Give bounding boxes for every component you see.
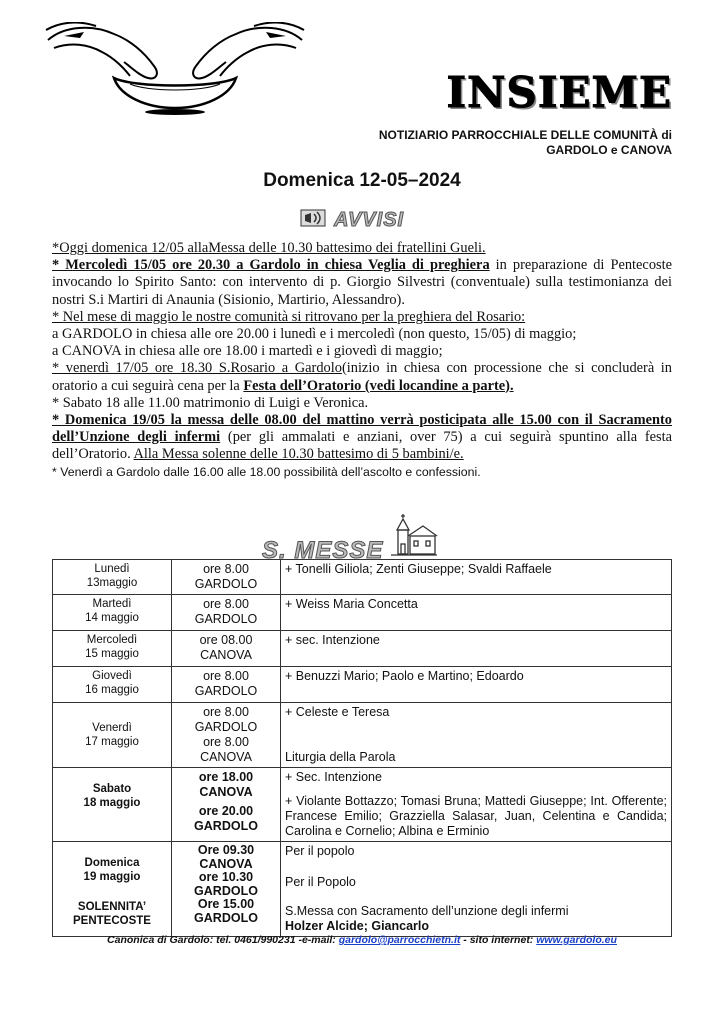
day-date: 17 maggio [85,736,139,748]
table-row [53,560,672,595]
table-row [53,768,672,842]
mass-intention: Per il popolo [285,844,355,858]
newsletter-subtitle: NOTIZIARIO PARROCCHIALE DELLE COMUNITÀ di [378,128,672,142]
mass-place: GARDOLO [194,910,258,925]
email-link[interactable]: gardolo@parrocchietn.it [338,934,461,946]
church-icon [389,514,439,563]
mass-place: CANOVA [199,785,253,799]
mass-intention: Per il Popolo [285,875,356,889]
mass-time: ore 18.00 [198,770,254,784]
day-date: 18 maggio [83,797,141,809]
notice-confessions: * Venerdì a Gardolo dalle 16.00 alle 18.00 possibilità dell’ascolto e confessioni. [52,464,481,479]
messe-heading-label: S. MESSE [262,537,384,564]
day-name: Martedì [92,598,132,610]
mass-place: CANOVA [199,856,253,871]
mass-intention: + Weiss Maria Concetta [285,597,418,611]
day-date: 15 maggio [85,648,139,660]
megaphone-icon [300,208,326,233]
avvisi-heading-label: AVVISI [334,209,405,231]
mass-time: ore 8.00 [203,562,249,576]
table-row [53,595,672,631]
issue-date: Domenica 12-05–2024 [263,170,461,191]
mass-intention: + Violante Bottazzo; Tomasi Bruna; Mattedi Giuseppe; Int. Offerente; Francese Emilio; Grazziella Salasar, Juan, Celentina e Candida; Carolina e Cornelio; Albina e Erminio [285,794,667,838]
mass-place: GARDOLO [194,684,258,698]
day-name: Domenica [84,857,140,869]
feast-name: SOLENNITA’ [77,901,147,913]
table-row [53,703,672,768]
avvisi-heading [300,208,404,233]
mass-time: Ore 15.00 [197,897,255,911]
mass-time: ore 8.00 [203,705,249,719]
day-name: Lunedì [94,563,130,575]
mass-place: GARDOLO [194,883,258,898]
day-date: 19 maggio [83,871,141,883]
notice-rosary-canova: a CANOVA in chiesa alle ore 18.00 i martedì e i giovedì di maggio; [52,343,443,360]
footer-phone: Canonica di Gardolo: tel. 0461/990231 -e-mail: [107,934,339,946]
notices-list [52,240,672,481]
mass-time: ore 08.00 [199,633,253,647]
day-name: Venerdì [92,722,132,734]
mass-time: ore 8.00 [203,597,249,611]
mass-intention: Holzer Alcide; Giancarlo [285,919,430,933]
footer-site-label: - sito internet: [460,934,537,946]
mass-place: GARDOLO [194,577,258,591]
messe-heading [262,514,439,563]
day-date: 16 maggio [85,684,139,696]
mass-intention: + Tonelli Giliola; Zenti Giuseppe; Svaldi Raffaele [285,562,552,576]
notice-rosary: * Nel mese di maggio le nostre comunità si ritrovano per la preghiera del Rosario: [52,308,526,325]
table-row [53,667,672,703]
mass-intention: Liturgia della Parola [285,750,396,764]
notice-rosary-gardolo: a GARDOLO in chiesa alle ore 20.00 i lunedì e i mercoledì (non questo, 15/05) di maggio; [52,326,577,343]
mass-time: Ore 09.30 [197,843,255,857]
mass-intention: + Sec. Intenzione [285,770,382,784]
mass-time: ore 20.00 [198,804,254,818]
notice-vigil: * Mercoledì 15/05 ore 20.30 a Gardolo in chiesa Veglia di preghiera in preparazione di Pentecoste invocando lo Spirito Santo: con intervento di p. Giorgio Silvestri (conventuale) sulla testimonianza dei nostri S.i Martiri di Anaunia (Sisionio, Martirio, Alessandro). [52,257,672,308]
newsletter-subtitle-communities: GARDOLO e CANOVA [546,143,672,157]
day-date: 14 maggio [85,612,139,624]
mass-intention: + Benuzzi Mario; Paolo e Martino; Edoardo [285,669,524,683]
table-row [53,631,672,667]
day-date: 13maggio [86,577,138,589]
day-name: Mercoledì [86,634,138,646]
mass-time: ore 8.00 [203,735,249,749]
hands-logo-icon [44,22,306,123]
newsletter-title: INSIEME [446,68,672,117]
mass-place: GARDOLO [194,612,258,626]
website-link[interactable]: www.gardolo.eu [536,934,617,946]
mass-schedule-table [52,559,672,937]
mass-time: ore 10.30 [198,870,254,884]
day-name: Giovedì [92,670,132,682]
footer-contacts [0,934,724,946]
mass-place: CANOVA [200,648,252,662]
notice-oratorio: * venerdì 17/05 ore 18.30 S.Rosario a Gardolo(inizio in chiesa con processione che si concluderà in oratorio a cui seguirà cena per la Festa dell’Oratorio (vedi locandine a parte). [52,360,673,394]
mass-intention: + Celeste e Teresa [285,705,390,719]
mass-place: CANOVA [200,750,252,764]
notice-baptism: *Oggi domenica 12/05 allaMessa delle 10.30 battesimo dei fratellini Gueli. [52,240,486,256]
mass-time: ore 8.00 [203,669,249,683]
mass-place: GARDOLO [194,720,258,734]
mass-intention: + sec. Intenzione [285,633,380,647]
notice-wedding: * Sabato 18 alle 11.00 matrimonio di Luigi e Veronica. [52,394,369,411]
notice-pentecost: * Domenica 19/05 la messa delle 08.00 del mattino verrà posticipata alle 15.00 con il Sacramento dell’Unzione degli infermi (per gli ammalati e anziani, over 75) a cui seguirà spuntino alla festa dell’Oratorio. Alla Messa solenne delle 10.30 battesimo di 5 bambini/e. [52,412,672,463]
mass-place: GARDOLO [194,819,258,833]
table-row [53,842,672,937]
mass-intention: S.Messa con Sacramento dell’unzione degli infermi [285,904,569,918]
day-name: Sabato [92,783,132,795]
feast-name: PENTECOSTE [73,915,151,927]
